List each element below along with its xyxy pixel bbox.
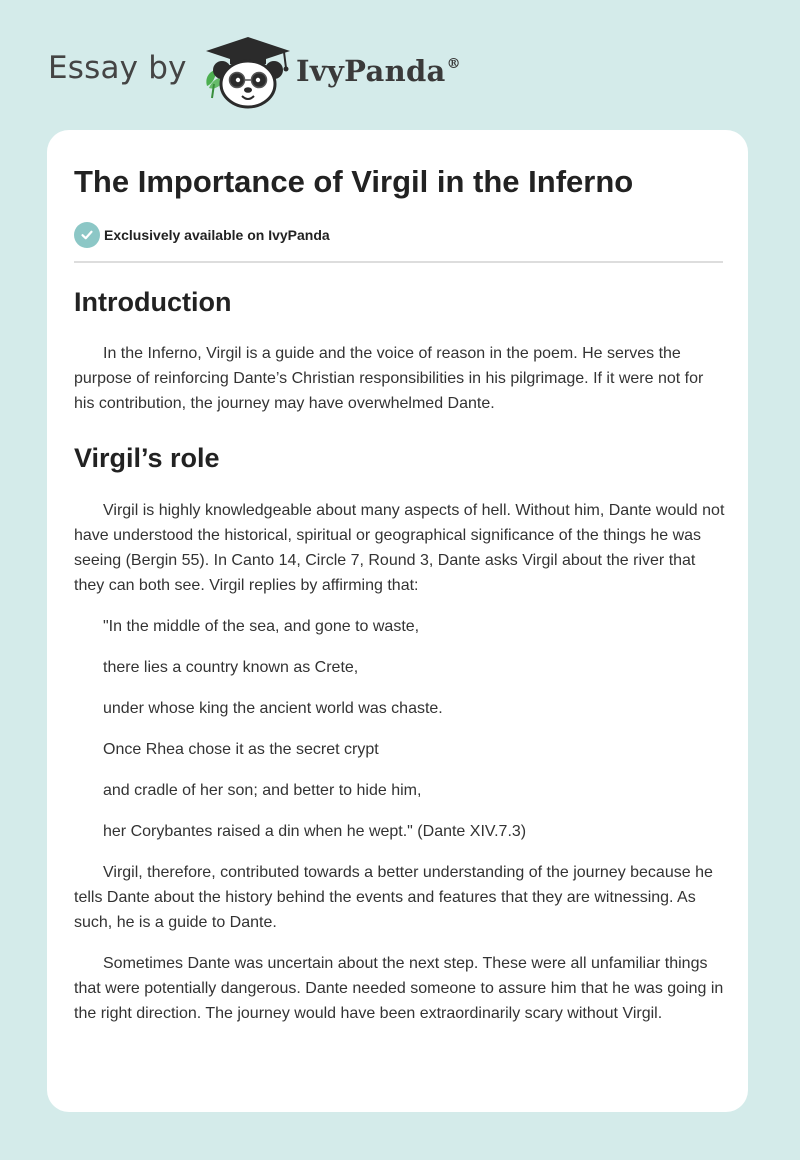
panda-graduate-logo-icon[interactable] bbox=[200, 36, 296, 110]
brand-name[interactable]: IvyPanda® bbox=[296, 54, 461, 88]
paragraph: Sometimes Dante was uncertain about the next step. These were all unfamiliar things that were potentially dangerous. Dante needed someone to assure him that he was going in the right direction. The journey would have been extraordinarily scary without Virgil. bbox=[74, 955, 724, 1022]
quote-line: under whose king the ancient world was chaste. bbox=[103, 700, 443, 717]
site-header bbox=[48, 36, 508, 112]
essay-body bbox=[74, 280, 726, 1026]
quote-line: "In the middle of the sea, and gone to waste, bbox=[103, 618, 420, 635]
essay-by-label: Essay by bbox=[48, 50, 187, 86]
paragraph: In the Inferno, Virgil is a guide and the voice of reason in the poem. He serves the purpose of reinforcing Dante’s Christian responsibilities in his pilgrimage. If it were not for his contribution, the journey may have overwhelmed Dante. bbox=[74, 345, 704, 412]
page-title: The Importance of Virgil in the Inferno bbox=[74, 164, 634, 199]
section-heading-introduction: Introduction bbox=[74, 287, 232, 317]
paragraph: Virgil is highly knowledgeable about many aspects of hell. Without him, Dante would not have understood the historical, spiritual or geographical significance of the things he was seeing (Bergin 55). In Canto 14, Circle 7, Round 3, Dante asks Virgil about the river that they can both see. Virgil replies by affirming that: bbox=[74, 502, 725, 594]
divider bbox=[74, 261, 723, 263]
badge-label: Exclusively available on IvyPanda bbox=[104, 227, 330, 243]
section-heading-virgils-role: Virgil’s role bbox=[74, 443, 220, 473]
quote-line: and cradle of her son; and better to hide him, bbox=[103, 782, 422, 799]
exclusive-badge bbox=[74, 222, 330, 248]
essay-card bbox=[47, 130, 748, 1112]
quote-line: her Corybantes raised a din when he wept." (Dante XIV.7.3) bbox=[103, 823, 527, 840]
paragraph: Virgil, therefore, contributed towards a better understanding of the journey because he tells Dante about the history behind the events and features that they are witnessing. As such, he is a guide to Dante. bbox=[74, 864, 713, 931]
quote-line: Once Rhea chose it as the secret crypt bbox=[103, 741, 379, 758]
quote-line: there lies a country known as Crete, bbox=[103, 659, 359, 676]
check-circle-icon bbox=[74, 222, 100, 248]
